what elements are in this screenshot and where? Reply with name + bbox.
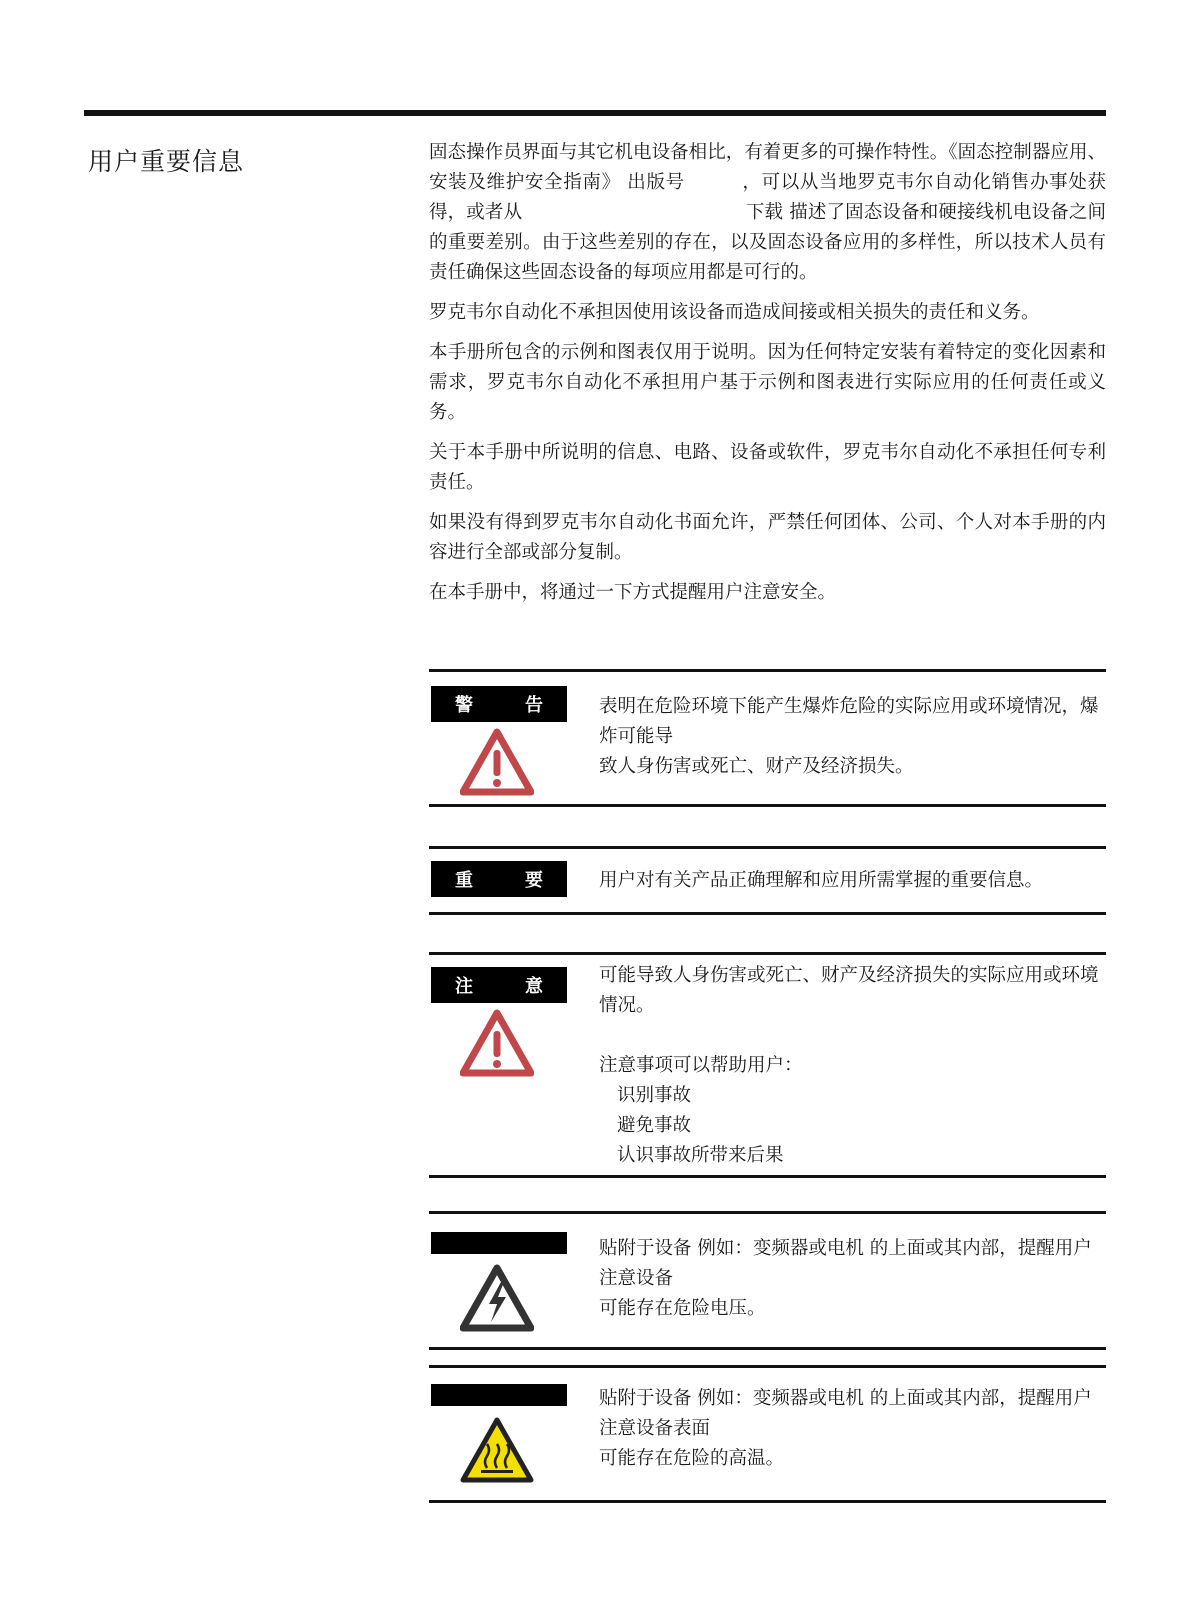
important-text [599, 866, 1107, 896]
intro-text [429, 138, 1106, 618]
warning-label-right: 告 [525, 695, 543, 716]
warning-line: 表明在危险环境下能产生爆炸危险的实际应用或环境情况，爆炸可能导 [599, 696, 1099, 747]
burn-hazard-notice [429, 1365, 1106, 1503]
important-label-left: 重 [455, 870, 473, 891]
top-rule [84, 110, 1106, 116]
shock-line: 可能存在危险电压。 [599, 1298, 766, 1319]
warning-triangle-icon [460, 728, 534, 796]
burn-line: 贴附于设备 例如：变频器或电机 的上面或其内部，提醒用户注意设备表面 [599, 1388, 1092, 1439]
warning-triangle-icon [460, 1009, 534, 1077]
burn-hazard-label [431, 1384, 567, 1406]
shock-hazard-notice [429, 1211, 1106, 1350]
warning-label [431, 686, 567, 722]
attention-help-intro: 注意事项可以帮助用户： [599, 1055, 803, 1076]
intro-paragraph: 在本手册中，将通过一下方式提醒用户注意安全。 [429, 582, 837, 603]
important-label-right: 要 [525, 870, 543, 891]
list-item: 认识事故所带来后果 [617, 1145, 784, 1166]
intro-paragraph: 本手册所包含的示例和图表仅用于说明。因为任何特定安装有着特定的变化因素和需求，罗克韦尔自动化不承担用户基于示例和图表进行实际应用的任何责任或义务。 [429, 342, 1106, 423]
list-item: 避免事故 [617, 1115, 692, 1136]
warning-label-left: 警 [455, 695, 473, 716]
section-title: 用户重要信息 [88, 147, 245, 176]
attention-text [599, 961, 1107, 1171]
important-label [431, 861, 567, 897]
electric-shock-icon [460, 1264, 534, 1332]
attention-label-right: 意 [525, 976, 543, 997]
intro-paragraph: 固态操作员界面与其它机电设备相比，有着更多的可操作特性。《固态控制器应用、安装及维护安全指南》 出版号 ，可以从当地罗克韦尔自动化销售办事处获得，或者从 下载 描述了固态设备和硬接线机电设备之间的重要差别。由于这些差别的存在，以及固态设备应用的多样性，所以技术人员有责任确保这些固态设备的每项应用都是可行的。 [429, 142, 1106, 283]
attention-bullets [599, 1081, 1107, 1171]
list-item: 识别事故 [617, 1085, 692, 1106]
shock-line: 贴附于设备 例如：变频器或电机 的上面或其内部，提醒用户注意设备 [599, 1238, 1092, 1289]
burn-line: 可能存在危险的高温。 [599, 1448, 785, 1469]
shock-hazard-label [431, 1232, 567, 1254]
attention-line: 可能导致人身伤害或死亡、财产及经济损失的实际应用或环境情况。 [599, 965, 1099, 1016]
attention-notice [429, 952, 1106, 1178]
warning-notice [429, 669, 1106, 807]
intro-paragraph: 如果没有得到罗克韦尔自动化书面允许，严禁任何团体、公司、个人对本手册的内容进行全部或部分复制。 [429, 512, 1106, 563]
important-line: 用户对有关产品正确理解和应用所需掌握的重要信息。 [599, 870, 1044, 891]
warning-line: 致人身伤害或死亡、财产及经济损失。 [599, 756, 914, 777]
hot-surface-icon [460, 1416, 534, 1484]
important-notice [429, 846, 1106, 915]
intro-paragraph: 关于本手册中所说明的信息、电路、设备或软件，罗克韦尔自动化不承担任何专利责任。 [429, 442, 1106, 493]
burn-hazard-text [599, 1384, 1107, 1474]
intro-paragraph: 罗克韦尔自动化不承担因使用该设备而造成间接或相关损失的责任和义务。 [429, 302, 1040, 323]
shock-hazard-text [599, 1234, 1107, 1324]
attention-label [431, 967, 567, 1003]
attention-label-left: 注 [455, 976, 473, 997]
warning-text [599, 692, 1107, 782]
